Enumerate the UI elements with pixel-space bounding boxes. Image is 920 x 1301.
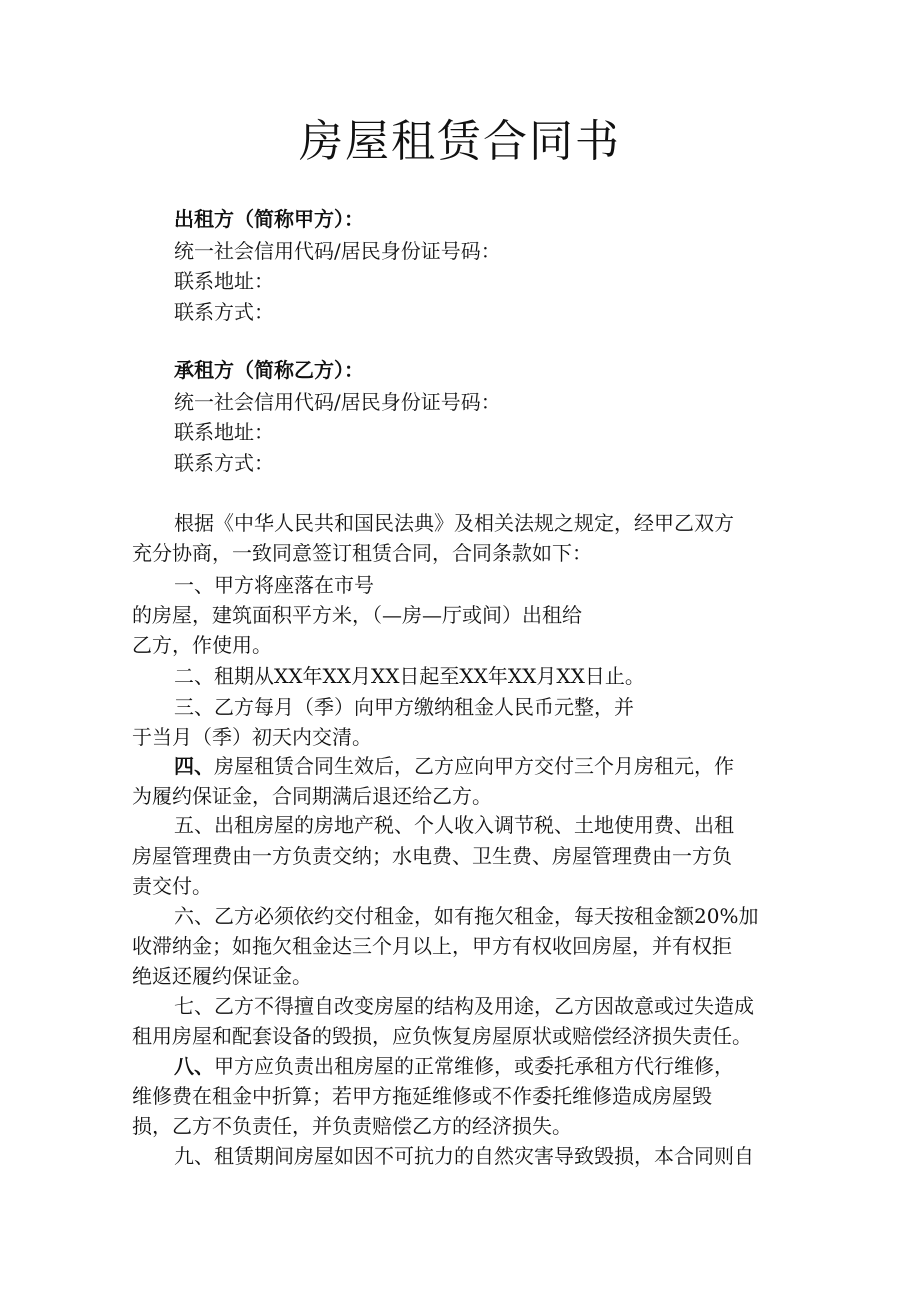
clause-8-line (174, 1051, 734, 1081)
clause-5-line: 五、出租房屋的房地产税、个人收入调节税、土地使用费、出租 (174, 813, 734, 837)
clause-9-line: 九、租赁期间房屋如因不可抗力的自然灾害导致毁损，本合同则自 (174, 1144, 754, 1168)
lessor-contact: 联系方式： (174, 300, 274, 324)
clause-7-line: 租用房屋和配套设备的毁损，应负恢复房屋原状或赔偿经济损失责任。 (132, 1024, 752, 1048)
clause-3-line: 于当月（季）初天内交清。 (132, 725, 372, 749)
lessor-address: 联系地址： (174, 269, 274, 293)
preamble-line: 根据《中华人民共和国民法典》及相关法规之规定，经甲乙双方 (174, 511, 734, 535)
lessee-address: 联系地址： (174, 420, 274, 444)
clause-8-line: 损，乙方不负责任，并负责赔偿乙方的经济损失。 (132, 1114, 572, 1138)
clause-2-line: 二、租期从XX年XX月XX日起至XX年XX月XX日止。 (174, 664, 645, 688)
clause-8-text: 甲方应负责出租房屋的正常维修，或委托承租方代行维修， (214, 1054, 734, 1078)
clause-8-line: 维修费在租金中折算；若甲方拖延维修或不作委托维修造成房屋毁 (132, 1084, 712, 1108)
lessor-credit-code: 统一社会信用代码/居民身份证号码： (174, 239, 501, 263)
clause-4-line: 为履约保证金，合同期满后退还给乙方。 (132, 784, 492, 808)
clause-1-line: 的房屋，建筑面积平方米，（—房—厅或间）出租给 (132, 603, 582, 627)
clause-6-line: 绝返还履约保证金。 (132, 964, 312, 988)
clause-1-line: 一、甲方将座落在市号 (174, 573, 374, 597)
clause-4-number: 四、 (174, 754, 214, 778)
clause-5-line: 责交付。 (132, 874, 212, 898)
lessor-heading: 出租方（简称甲方）： (174, 207, 364, 231)
clause-4-line (174, 751, 734, 781)
clause-6-line: 收滞纳金；如拖欠租金达三个月以上，甲方有权收回房屋，并有权拒 (132, 934, 732, 958)
lessee-heading: 承租方（简称乙方）： (174, 358, 364, 382)
clause-7-line: 七、乙方不得擅自改变房屋的结构及用途，乙方因故意或过失造成 (174, 994, 754, 1018)
lessee-credit-code: 统一社会信用代码/居民身份证号码： (174, 390, 501, 414)
lessee-contact: 联系方式： (174, 451, 274, 475)
clause-6-line: 六、乙方必须依约交付租金，如有拖欠租金，每天按租金额20%加 (174, 904, 759, 928)
clause-8-number: 八、 (174, 1054, 214, 1078)
document-title: 房屋租赁合同书 (299, 116, 621, 167)
clause-5-line: 房屋管理费由一方负责交纳；水电费、卫生费、房屋管理费由一方负 (132, 844, 732, 868)
clause-4-text: 房屋租赁合同生效后，乙方应向甲方交付三个月房租元，作 (214, 754, 734, 778)
preamble-line: 充分协商，一致同意签订租赁合同，合同条款如下： (132, 541, 592, 565)
clause-1-line: 乙方，作使用。 (132, 633, 272, 657)
clause-3-line: 三、乙方每月（季）向甲方缴纳租金人民币元整，并 (174, 695, 634, 719)
